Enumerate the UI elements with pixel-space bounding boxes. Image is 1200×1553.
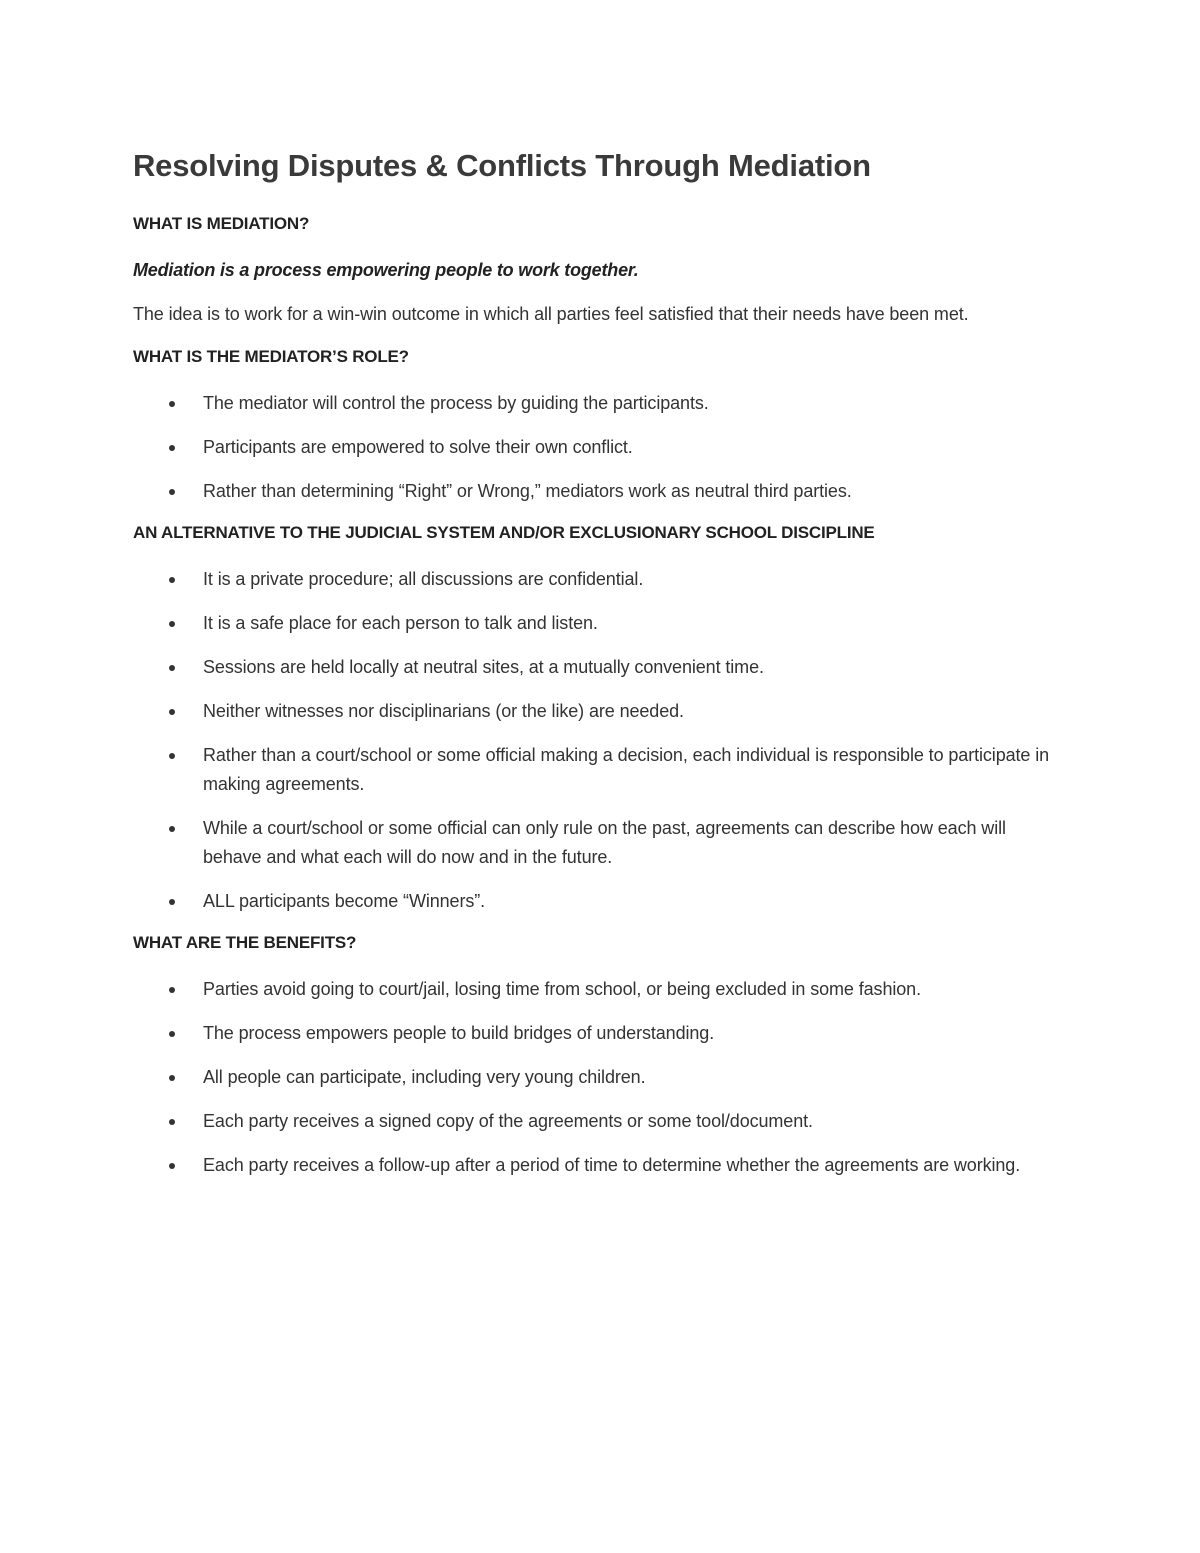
bullet-icon xyxy=(169,577,175,583)
bullet-icon xyxy=(169,899,175,905)
list-item xyxy=(133,433,1063,462)
bullet-icon xyxy=(169,1031,175,1037)
section-heading: AN ALTERNATIVE TO THE JUDICIAL SYSTEM AND/OR EXCLUSIONARY SCHOOL DISCIPLINE xyxy=(133,523,875,542)
bullet-icon xyxy=(169,621,175,627)
list-item xyxy=(133,1019,1063,1048)
section-heading: WHAT IS MEDIATION? xyxy=(133,214,310,233)
list-item xyxy=(133,741,1063,799)
list-item-text: The process empowers people to build bridges of understanding. xyxy=(203,1023,715,1043)
list-item xyxy=(133,697,1063,726)
bullet-list xyxy=(133,975,1063,1180)
intro-paragraph: The idea is to work for a win-win outcome in which all parties feel satisfied that their needs have been met. xyxy=(133,304,969,324)
bullet-list xyxy=(133,565,1063,916)
list-item xyxy=(133,1063,1063,1092)
list-item xyxy=(133,1107,1063,1136)
bullet-icon xyxy=(169,826,175,832)
list-item-text: Rather than determining “Right” or Wrong,” mediators work as neutral third parties. xyxy=(203,481,852,501)
list-item xyxy=(133,477,1063,506)
lead-statement: Mediation is a process empowering people to work together. xyxy=(133,260,639,280)
list-item-text: Sessions are held locally at neutral sites, at a mutually convenient time. xyxy=(203,657,764,677)
section-heading: WHAT ARE THE BENEFITS? xyxy=(133,933,357,952)
bullet-icon xyxy=(169,1119,175,1125)
section-benefits xyxy=(133,931,1063,1180)
document-title: Resolving Disputes & Conflicts Through Mediation xyxy=(133,148,871,183)
list-item xyxy=(133,389,1063,418)
section-mediator-role xyxy=(133,345,1063,506)
bullet-list xyxy=(133,389,1063,506)
document-page xyxy=(133,146,1063,1195)
list-item xyxy=(133,814,1063,872)
list-item xyxy=(133,1151,1063,1180)
bullet-icon xyxy=(169,709,175,715)
list-item-text: The mediator will control the process by guiding the participants. xyxy=(203,393,709,413)
bullet-icon xyxy=(169,987,175,993)
list-item-text: It is a private procedure; all discussions are confidential. xyxy=(203,569,644,589)
list-item-text: All people can participate, including very young children. xyxy=(203,1067,646,1087)
bullet-icon xyxy=(169,753,175,759)
bullet-icon xyxy=(169,489,175,495)
list-item-text: ALL participants become “Winners”. xyxy=(203,891,486,911)
section-alternative xyxy=(133,521,1063,916)
list-item-text: Each party receives a follow-up after a period of time to determine whether the agreements are working. xyxy=(203,1155,1021,1175)
section-what-is-mediation xyxy=(133,212,1063,329)
list-item-text: It is a safe place for each person to talk and listen. xyxy=(203,613,598,633)
list-item-text: Participants are empowered to solve their own conflict. xyxy=(203,437,633,457)
bullet-icon xyxy=(169,445,175,451)
list-item-text: Rather than a court/school or some official making a decision, each individual is responsible to participate in making agreements. xyxy=(203,745,1050,794)
list-item xyxy=(133,887,1063,916)
bullet-icon xyxy=(169,665,175,671)
list-item xyxy=(133,975,1063,1004)
section-heading: WHAT IS THE MEDIATOR’S ROLE? xyxy=(133,347,409,366)
list-item xyxy=(133,653,1063,682)
list-item xyxy=(133,565,1063,594)
bullet-icon xyxy=(169,1075,175,1081)
list-item-text: While a court/school or some official can only rule on the past, agreements can describe how each will behave and what each will do now and in the future. xyxy=(203,818,1006,867)
list-item-text: Each party receives a signed copy of the agreements or some tool/document. xyxy=(203,1111,813,1131)
list-item-text: Neither witnesses nor disciplinarians (or the like) are needed. xyxy=(203,701,684,721)
bullet-icon xyxy=(169,401,175,407)
list-item xyxy=(133,609,1063,638)
list-item-text: Parties avoid going to court/jail, losing time from school, or being excluded in some fashion. xyxy=(203,979,921,999)
bullet-icon xyxy=(169,1163,175,1169)
